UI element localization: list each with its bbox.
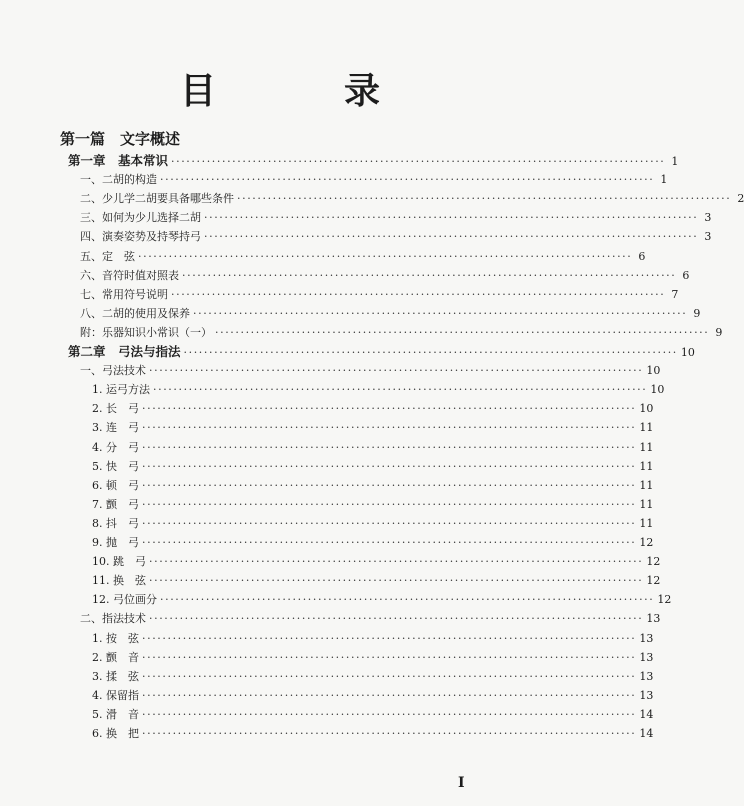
dot-leader: ································································································· [142, 440, 637, 454]
dot-leader: ································································································· [171, 155, 666, 168]
toc-entry[interactable] [92, 476, 654, 496]
toc-entry[interactable] [92, 380, 665, 400]
toc-entry[interactable] [92, 457, 654, 477]
toc-entry[interactable] [92, 552, 661, 572]
toc-entry-label: 一、二胡的构造 [80, 173, 157, 187]
toc-entry-label: 二、指法技术 [80, 612, 146, 626]
toc-entry[interactable] [80, 361, 661, 381]
dot-leader: ································································································· [142, 402, 637, 416]
toc-entry-page: 12 [646, 574, 661, 588]
dot-leader: ································································································· [142, 478, 637, 492]
toc-entry[interactable] [92, 686, 654, 706]
toc-entry[interactable] [92, 667, 654, 687]
toc-entry[interactable] [92, 438, 654, 458]
toc-entry-label: 12. 弓位画分 [92, 593, 157, 607]
toc-entry-label: 5. 滑 音 [92, 707, 139, 721]
toc-entry-page: 1 [660, 173, 668, 187]
toc-entry[interactable] [80, 208, 712, 228]
toc-entry[interactable] [80, 609, 661, 629]
toc-entry-label: 七、常用符号说明 [80, 287, 168, 301]
dot-leader: ································································································· [142, 727, 637, 740]
toc-entry-page: 14 [639, 727, 654, 740]
toc-entry-label: 四、演奏姿势及持琴持弓 [80, 230, 201, 244]
toc-entry-page: 13 [639, 631, 654, 645]
dot-leader: ································································································· [183, 346, 678, 359]
toc-entry-label: 六、音符时值对照表 [80, 268, 179, 282]
toc-entry-page: 11 [639, 459, 654, 473]
toc-entry-label: 第二章 弓法与指法 [68, 344, 181, 359]
toc-entry[interactable] [92, 724, 654, 744]
toc-entry-label: 八、二胡的使用及保养 [80, 306, 190, 320]
dot-leader: ································································································· [142, 650, 637, 664]
toc-entry[interactable] [92, 399, 654, 419]
toc-entry-label: 6. 换 把 [92, 727, 139, 740]
dot-leader: ································································································· [193, 306, 688, 320]
toc-entry[interactable] [80, 189, 744, 209]
toc-entry[interactable] [92, 495, 654, 515]
dot-leader: ································································································· [160, 593, 655, 607]
toc-entry-label: 4. 分 弓 [92, 440, 139, 454]
toc-entry-label: 一、弓法技术 [80, 364, 146, 378]
page-title: 目 录 [179, 71, 426, 112]
toc-entry-label: 7. 颤 弓 [92, 497, 139, 511]
toc-entry[interactable] [68, 151, 679, 171]
toc-entry-label: 3. 揉 弦 [92, 669, 139, 683]
toc-entry-page: 10 [680, 346, 695, 359]
toc-entry-page: 7 [671, 287, 679, 301]
toc-entry-label: 3. 连 弓 [92, 421, 139, 435]
toc-entry-label: 2. 长 弓 [92, 402, 139, 416]
toc-entry-label: 4. 保留指 [92, 688, 139, 702]
dot-leader: ································································································· [149, 612, 644, 626]
toc-entry[interactable] [80, 227, 712, 247]
toc-entry[interactable] [80, 304, 701, 324]
toc-entry-page: 12 [639, 536, 654, 549]
dot-leader: ································································································· [153, 383, 648, 397]
dot-leader: ································································································· [142, 631, 637, 645]
dot-leader: ································································································· [138, 249, 633, 263]
dot-leader: ································································································· [160, 173, 655, 187]
toc-entry-page: 2 [737, 192, 744, 206]
dot-leader: ································································································· [237, 192, 732, 206]
toc-entry-page: 10 [646, 364, 661, 378]
toc-entry[interactable] [80, 247, 646, 267]
toc-entry-label: 二、少儿学二胡要具备哪些条件 [80, 192, 234, 206]
toc-entry-page: 9 [693, 306, 701, 320]
toc-entry-label: 10. 跳 弓 [92, 555, 146, 569]
toc-entry-page: 10 [639, 402, 654, 416]
toc-entry-page: 11 [639, 497, 654, 511]
toc-entry[interactable] [92, 590, 672, 610]
toc-entry-label: 11. 换 弦 [92, 574, 146, 588]
toc-entry-page: 10 [650, 383, 665, 397]
dot-leader: ································································································· [149, 364, 644, 378]
dot-leader: ································································································· [142, 536, 637, 549]
toc-entry[interactable] [68, 342, 695, 362]
toc-entry-label: 1. 按 弦 [92, 631, 139, 645]
toc-entry-page: 11 [639, 478, 654, 492]
toc-entry[interactable] [80, 170, 668, 190]
toc-entry-label: 8. 抖 弓 [92, 516, 139, 530]
toc-entry-label: 6. 顿 弓 [92, 478, 139, 492]
toc-entry-page: 6 [682, 268, 690, 282]
dot-leader: ································································································· [149, 574, 644, 588]
toc-entry[interactable] [80, 285, 679, 305]
dot-leader: ································································································· [142, 688, 637, 702]
toc-entry-page: 13 [639, 688, 654, 702]
toc-entry-page: 14 [639, 707, 654, 721]
toc-entry-label: 9. 抛 弓 [92, 536, 139, 549]
toc-entry-label: 2. 颤 音 [92, 650, 139, 664]
toc-entry[interactable] [92, 418, 654, 438]
toc-entry-page: 12 [646, 555, 661, 569]
toc-entry-page: 13 [639, 669, 654, 683]
page-number: I [458, 775, 465, 791]
toc-entry[interactable] [92, 705, 654, 725]
toc-entry[interactable] [92, 629, 654, 649]
toc-entry-label: 三、如何为少儿选择二胡 [80, 211, 201, 225]
toc-entry-page: 3 [704, 230, 712, 244]
toc-entry-page: 12 [657, 593, 672, 607]
toc-entry[interactable] [92, 648, 654, 668]
toc-entry[interactable] [92, 571, 661, 591]
dot-leader: ································································································· [142, 459, 637, 473]
dot-leader: ································································································· [142, 669, 637, 683]
toc-entry-page: 11 [639, 421, 654, 435]
toc-entry[interactable] [92, 514, 654, 534]
dot-leader: ································································································· [215, 325, 710, 339]
dot-leader: ································································································· [142, 516, 637, 530]
dot-leader: ································································································· [142, 707, 637, 721]
dot-leader: ································································································· [182, 268, 677, 282]
dot-leader: ································································································· [204, 230, 699, 244]
toc-entry-label: 五、定 弦 [80, 249, 135, 263]
dot-leader: ································································································· [142, 421, 637, 435]
toc-entry-label: 第一章 基本常识 [68, 153, 169, 168]
toc-entry-page: 13 [646, 612, 661, 626]
dot-leader: ································································································· [204, 211, 699, 225]
toc-entry-page: 11 [639, 516, 654, 530]
toc-entry[interactable] [80, 266, 690, 286]
toc-entry[interactable] [80, 323, 723, 343]
toc-entry-page: 3 [704, 211, 712, 225]
toc-entry[interactable] [92, 533, 654, 553]
part-heading: 第一篇 文字概述 [60, 130, 181, 148]
dot-leader: ································································································· [171, 287, 666, 301]
toc-entry-label: 1. 运弓方法 [92, 383, 150, 397]
dot-leader: ································································································· [149, 555, 644, 569]
dot-leader: ································································································· [142, 497, 637, 511]
toc-entry-page: 1 [671, 155, 679, 168]
toc-entry-page: 11 [639, 440, 654, 454]
toc-entry-label: 附：乐器知识小常识（一） [80, 325, 212, 339]
toc-entry-page: 6 [638, 249, 646, 263]
toc-entry-page: 13 [639, 650, 654, 664]
toc-entry-label: 5. 快 弓 [92, 459, 139, 473]
toc-entry-page: 9 [715, 325, 723, 339]
